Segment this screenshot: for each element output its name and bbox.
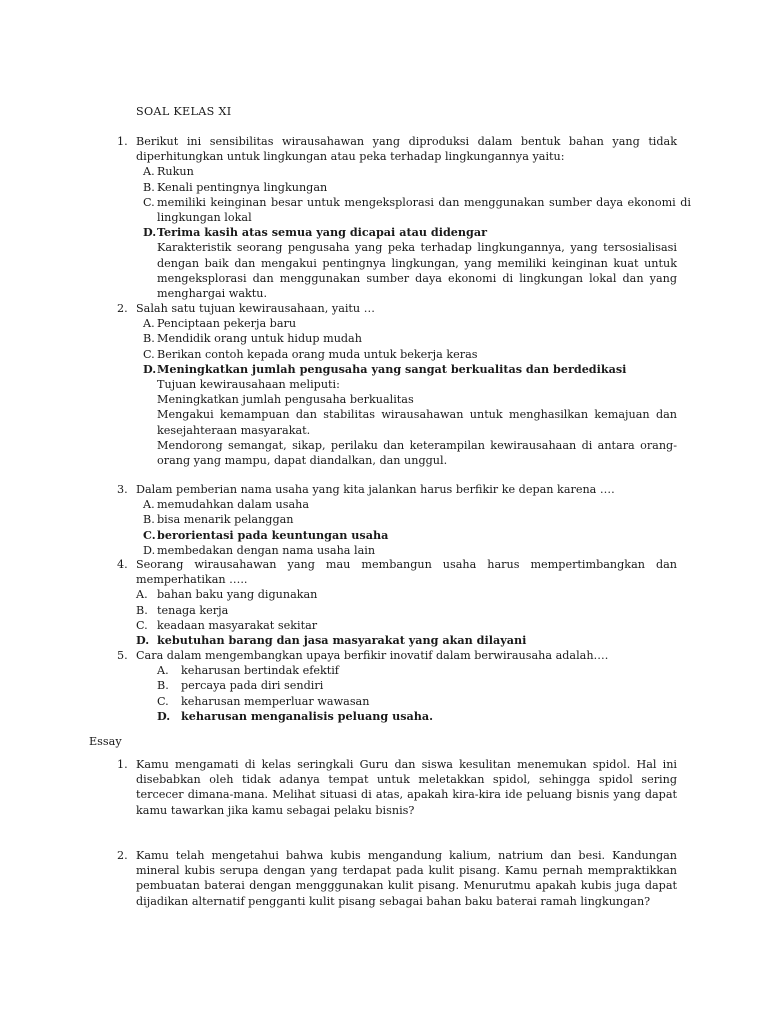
option-text: Rukun: [157, 165, 194, 179]
question-4: [117, 557, 698, 648]
question-stem: Cara dalam mengembangkan upaya berfikir inovatif dalam berwirausaha adalah….: [136, 649, 609, 662]
option-letter: A.: [143, 317, 155, 331]
option-text: tenaga kerja: [157, 603, 229, 617]
question-number: 2.: [117, 849, 128, 862]
option-text: keadaan masyarakat sekitar: [157, 618, 318, 632]
option-text: keharusan bertindak efektif: [181, 664, 339, 678]
question-1: [117, 134, 691, 301]
option-letter: C.: [136, 618, 148, 632]
option-text: keharusan menganalisis peluang usaha.: [181, 708, 434, 723]
option-text: memiliki keinginan besar untuk mengeksplorasi dan menggunakan sumber daya ekonomi di lingkungan lokal: [157, 195, 691, 225]
option-letter: C.: [143, 347, 155, 361]
option-letter: D.: [143, 543, 156, 557]
option-text: kebutuhan barang dan jasa masyarakat yang akan dilayani: [157, 633, 527, 648]
option-letter: A.: [157, 664, 169, 678]
option-d: [143, 543, 691, 558]
option-text: percaya pada diri sendiri: [181, 679, 324, 693]
question-stem: Dalam pemberian nama usaha yang kita jalankan harus berfikir ke depan karena ….: [136, 483, 615, 496]
option-letter: D.: [157, 708, 171, 723]
option-text: Kenali pentingnya lingkungan: [157, 180, 328, 194]
option-text: Penciptaan pekerja baru: [157, 317, 297, 331]
option-letter: A.: [136, 588, 148, 602]
option-a: [136, 587, 698, 602]
explanation-line: Mendorong semangat, sikap, perilaku dan keterampilan kewirausahaan di antara orang-orang yang mampu, dapat diandalkan, dan unggul.: [157, 438, 677, 468]
option-c: [143, 195, 691, 225]
option-d-answer: [136, 633, 698, 648]
option-text: Meningkatkan jumlah pengusaha yang sangat berkualitas dan berdedikasi: [157, 361, 627, 376]
option-d-answer: [143, 362, 691, 377]
option-text: Berikan contoh kepada orang muda untuk bekerja keras: [157, 347, 478, 361]
option-text: keharusan memperluar wawasan: [181, 694, 370, 708]
option-text: bahan baku yang digunakan: [157, 588, 318, 602]
option-d-answer: [157, 709, 701, 724]
question-5: [117, 648, 701, 724]
option-letter: B.: [143, 513, 155, 527]
option-letter: D.: [143, 225, 157, 240]
option-letter: D.: [136, 633, 150, 648]
question-stem: Seorang wirausahawan yang mau membangun usaha harus mempertimbangkan dan memperhatikan …..: [136, 558, 677, 587]
explanation-line: Mengakui kemampuan dan stabilitas wirausahawan untuk menghasilkan kemajuan dan kesejahteraan masyarakat.: [157, 408, 677, 437]
answer-explanation: Karakteristik seorang pengusaha yang peka terhadap lingkungannya, yang tersosialisasi dengan baik dan mengakui pentingnya lingkungan, yang memiliki keinginan kuat untuk mengeksplorasi dan menggunakan sumber daya ekonomi di lingkungan lokal dan yang menghargai waktu.: [157, 241, 677, 301]
option-c-answer: [143, 528, 691, 543]
option-letter: B.: [136, 603, 148, 617]
option-letter: C.: [157, 694, 169, 708]
option-b: [157, 678, 701, 693]
option-letter: B.: [157, 679, 169, 693]
question-2: [117, 301, 691, 468]
essay-question-2: [117, 848, 677, 909]
question-stem: Berikut ini sensibilitas wirausahawan yang diproduksi dalam bentuk bahan yang tidak diperhitungkan untuk lingkungan atau peka terhadap lingkungannya yaitu:: [136, 135, 677, 164]
option-b: [143, 512, 691, 527]
option-text: Terima kasih atas semua yang dicapai atau didengar: [157, 225, 488, 240]
essay-heading: Essay: [89, 735, 122, 748]
option-a: [143, 164, 691, 179]
option-a: [143, 497, 691, 512]
option-text: membedakan dengan nama usaha lain: [157, 543, 376, 557]
essay-text: Kamu telah mengetahui bahwa kubis mengandung kalium, natrium dan besi. Kandungan mineral kubis serupa dengan yang terdapat pada kulit pisang. Kamu pernah mempraktikkan pembuatan baterai dengan mengggunakan kulit pisang. Menurutmu apakah kubis juga dapat dijadikan alternatif pengganti kulit pisang sebagai bahan baku baterai ramah lingkungan?: [136, 849, 677, 908]
explanation-line: Meningkatkan jumlah pengusaha berkualitas: [157, 393, 414, 407]
option-text: memudahkan dalam usaha: [157, 498, 310, 512]
option-c: [157, 694, 701, 709]
option-letter: C.: [143, 527, 156, 542]
explanation-line: Tujuan kewirausahaan meliputi:: [157, 378, 340, 392]
question-number: 1.: [117, 135, 128, 148]
option-b: [143, 331, 691, 346]
option-letter: A.: [143, 165, 155, 179]
question-number: 5.: [117, 649, 128, 662]
option-a: [143, 316, 691, 331]
question-3: [117, 482, 691, 558]
option-text: Mendidik orang untuk hidup mudah: [157, 332, 362, 346]
option-text: bisa menarik pelanggan: [157, 513, 294, 527]
question-number: 3.: [117, 483, 128, 496]
option-a: [157, 663, 701, 678]
question-number: 4.: [117, 558, 128, 571]
essay-text: Kamu mengamati di kelas seringkali Guru dan siswa kesulitan menemukan spidol. Hal ini disebabkan oleh tidak adanya tempat untuk meletakkan spidol, sehingga spidol sering tercecer dimana-mana. Melihat situasi di atas, apakah kira-kira ide peluang bisnis yang dapat kamu tawarkan jika kamu sebagai pelaku bisnis?: [136, 758, 677, 817]
option-letter: C.: [143, 195, 155, 209]
question-number: 1.: [117, 758, 128, 771]
option-b: [143, 180, 691, 195]
page-title: SOAL KELAS XI: [136, 105, 232, 118]
option-text: berorientasi pada keuntungan usaha: [157, 527, 389, 542]
question-number: 2.: [117, 302, 128, 315]
option-c: [136, 618, 698, 633]
option-d-answer: [143, 225, 691, 240]
option-letter: D.: [143, 361, 157, 376]
option-c: [143, 347, 691, 362]
essay-question-1: [117, 757, 677, 818]
question-stem: Salah satu tujuan kewirausahaan, yaitu …: [136, 302, 375, 315]
option-letter: B.: [143, 180, 155, 194]
option-letter: A.: [143, 498, 155, 512]
option-letter: B.: [143, 332, 155, 346]
option-b: [136, 603, 698, 618]
